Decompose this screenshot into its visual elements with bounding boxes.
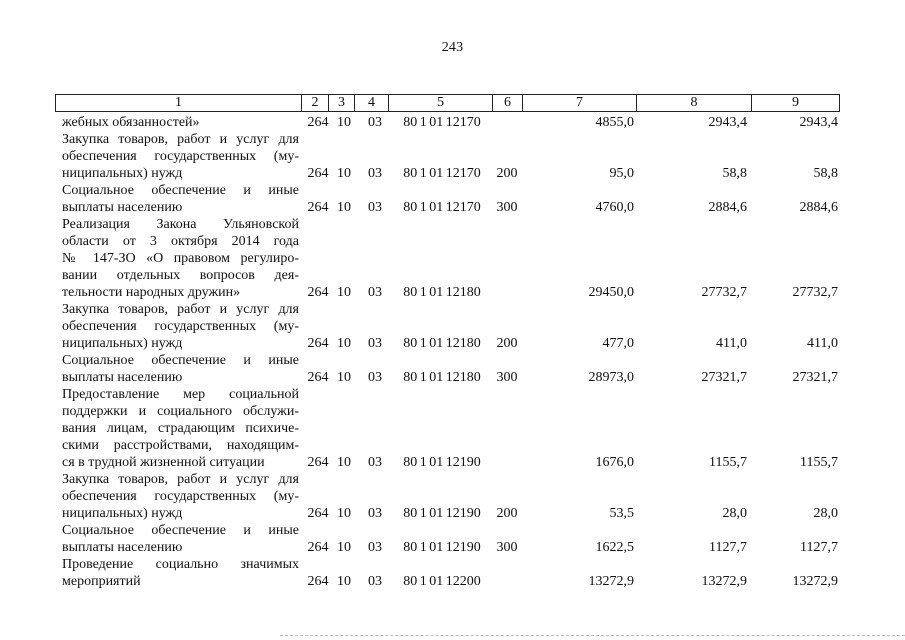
row-name-line: Реализация Закона Ульяновской [62,217,299,232]
cell-rz: 10 [337,574,351,589]
cell-vr [493,114,521,131]
row-name-line: ся в трудной жизненной ситуации [62,455,265,470]
cell-v7: 1622,5 [595,540,634,555]
row-name-line: Социальное обеспечение и иные [62,353,299,368]
page-bottom-divider [280,635,905,636]
row-name [62,131,299,182]
table-row [0,216,905,301]
cell-v8: 58,8 [722,166,747,181]
cell-v8: 1127,7 [709,540,747,555]
row-name-line: выплаты населению [62,370,183,385]
cell-csr: 80 1 01 12190 [403,540,481,555]
row-name-line: жебных обязанностей» [62,115,200,130]
header-col-5: 5 [388,95,492,111]
header-col-9: 9 [751,95,839,111]
cell-v7: 4760,0 [595,200,634,215]
row-name [62,522,299,556]
cell-v9: 58,8 [813,166,838,181]
cell-csr: 80 1 01 12170 [403,166,481,181]
cell-rz: 10 [337,455,351,470]
cell-rz: 10 [337,166,351,181]
cell-ved: 264 [307,506,329,521]
header-col-2: 2 [301,95,328,111]
row-name-line: Социальное обеспечение и иные [62,523,299,538]
row-name-line: ниципальных) нужд [62,336,183,351]
cell-vr [493,454,521,471]
row-name-line: Социальное обеспечение и иные [62,183,299,198]
row-name-line: ниципальных) нужд [62,166,183,181]
cell-vr: 200 [496,336,518,351]
cell-pr: 03 [368,370,382,385]
header-col-6: 6 [492,95,522,111]
row-name-line: Закупка товаров, работ и услуг для [62,132,299,147]
cell-v7: 28973,0 [588,370,634,385]
cell-v8: 27321,7 [701,370,747,385]
table-row [0,471,905,522]
table-row [0,556,905,590]
cell-ved: 264 [307,574,329,589]
cell-v8: 1155,7 [709,455,747,470]
cell-vr: 300 [496,370,518,385]
cell-v7: 1676,0 [595,455,634,470]
row-name-line: обеспечения государственных (му- [62,149,299,164]
row-name-line: ниципальных) нужд [62,506,183,521]
row-name-line: скими расстройствами, находящим- [62,438,299,453]
row-name-line: Проведение социально значимых [62,557,299,572]
cell-csr: 80 1 01 12190 [403,506,481,521]
cell-v7: 53,5 [609,506,634,521]
cell-csr: 80 1 01 12200 [403,574,481,589]
cell-v9: 13272,9 [792,574,838,589]
row-name-line: тельности народных дружин» [62,285,241,300]
cell-v7: 4855,0 [595,115,634,130]
cell-pr: 03 [368,285,382,300]
cell-v9: 1155,7 [800,455,838,470]
row-name-line: поддержки и социального обслужи- [62,404,299,419]
row-name-line: мероприятий [62,574,141,589]
header-col-1: 1 [175,95,182,110]
row-name-line: вания лицам, страдающим психиче- [62,421,299,436]
row-name-line: Закупка товаров, работ и услуг для [62,302,299,317]
cell-csr: 80 1 01 12180 [403,370,481,385]
cell-v9: 28,0 [813,506,838,521]
table-row [0,114,905,131]
cell-rz: 10 [337,540,351,555]
cell-ved: 264 [307,285,329,300]
cell-csr: 80 1 01 12190 [403,455,481,470]
row-name [62,386,299,471]
table-row [0,522,905,556]
cell-ved: 264 [307,455,329,470]
cell-csr: 80 1 01 12170 [403,115,481,130]
cell-csr: 80 1 01 12180 [403,336,481,351]
cell-pr: 03 [368,574,382,589]
row-name [62,216,299,301]
row-name [62,471,299,522]
cell-rz: 10 [337,336,351,351]
row-name-line: выплаты населению [62,540,183,555]
cell-pr: 03 [368,336,382,351]
cell-csr: 80 1 01 12170 [403,200,481,215]
cell-rz: 10 [337,506,351,521]
cell-v8: 28,0 [722,506,747,521]
header-col-8: 8 [636,95,751,111]
cell-v8: 411,0 [716,336,747,351]
cell-rz: 10 [337,285,351,300]
cell-vr: 300 [496,200,518,215]
cell-v7: 13272,9 [588,574,634,589]
row-name-line: № 147-ЗО «О правовом регулиро- [62,251,299,266]
cell-v9: 27732,7 [792,285,838,300]
cell-ved: 264 [307,200,329,215]
cell-vr: 200 [496,166,518,181]
cell-rz: 10 [337,115,351,130]
header-col-4: 4 [354,95,388,111]
cell-ved: 264 [307,336,329,351]
row-name [62,556,299,590]
cell-rz: 10 [337,370,351,385]
table-row [0,352,905,386]
table-row [0,301,905,352]
cell-ved: 264 [307,166,329,181]
cell-v7: 95,0 [609,166,634,181]
cell-pr: 03 [368,540,382,555]
cell-pr: 03 [368,506,382,521]
header-col-7: 7 [522,95,636,111]
row-name-line: области от 3 октября 2014 года [62,234,299,249]
row-name [62,352,299,386]
cell-pr: 03 [368,115,382,130]
table-row [0,131,905,182]
cell-pr: 03 [368,455,382,470]
cell-v9: 1127,7 [800,540,838,555]
table-header [55,94,840,112]
cell-v7: 29450,0 [588,285,634,300]
cell-vr [493,284,521,301]
cell-v9: 2943,4 [799,115,838,130]
cell-v7: 477,0 [602,336,634,351]
cell-vr [493,573,521,590]
row-name [62,301,299,352]
cell-v8: 2884,6 [708,200,747,215]
row-name-line: обеспечения государственных (му- [62,319,299,334]
page-number: 243 [441,40,464,55]
cell-pr: 03 [368,166,382,181]
cell-v8: 13272,9 [701,574,747,589]
cell-v9: 2884,6 [799,200,838,215]
row-name [62,182,299,216]
row-name [62,114,299,131]
cell-vr: 200 [496,506,518,521]
row-name-line: Закупка товаров, работ и услуг для [62,472,299,487]
cell-ved: 264 [307,370,329,385]
cell-v8: 2943,4 [708,115,747,130]
cell-csr: 80 1 01 12180 [403,285,481,300]
header-col-3: 3 [328,95,354,111]
row-name-line: обеспечения государственных (му- [62,489,299,504]
table-row [0,386,905,471]
cell-v9: 27321,7 [792,370,838,385]
row-name-line: выплаты населению [62,200,183,215]
cell-vr: 300 [496,540,518,555]
cell-ved: 264 [307,540,329,555]
row-name-line: Предоставление мер социальной [62,387,299,402]
cell-v9: 411,0 [807,336,838,351]
table-row [0,182,905,216]
cell-pr: 03 [368,200,382,215]
cell-v8: 27732,7 [701,285,747,300]
cell-rz: 10 [337,200,351,215]
row-name-line: вании отдельных вопросов дея- [62,268,299,283]
cell-ved: 264 [307,115,329,130]
